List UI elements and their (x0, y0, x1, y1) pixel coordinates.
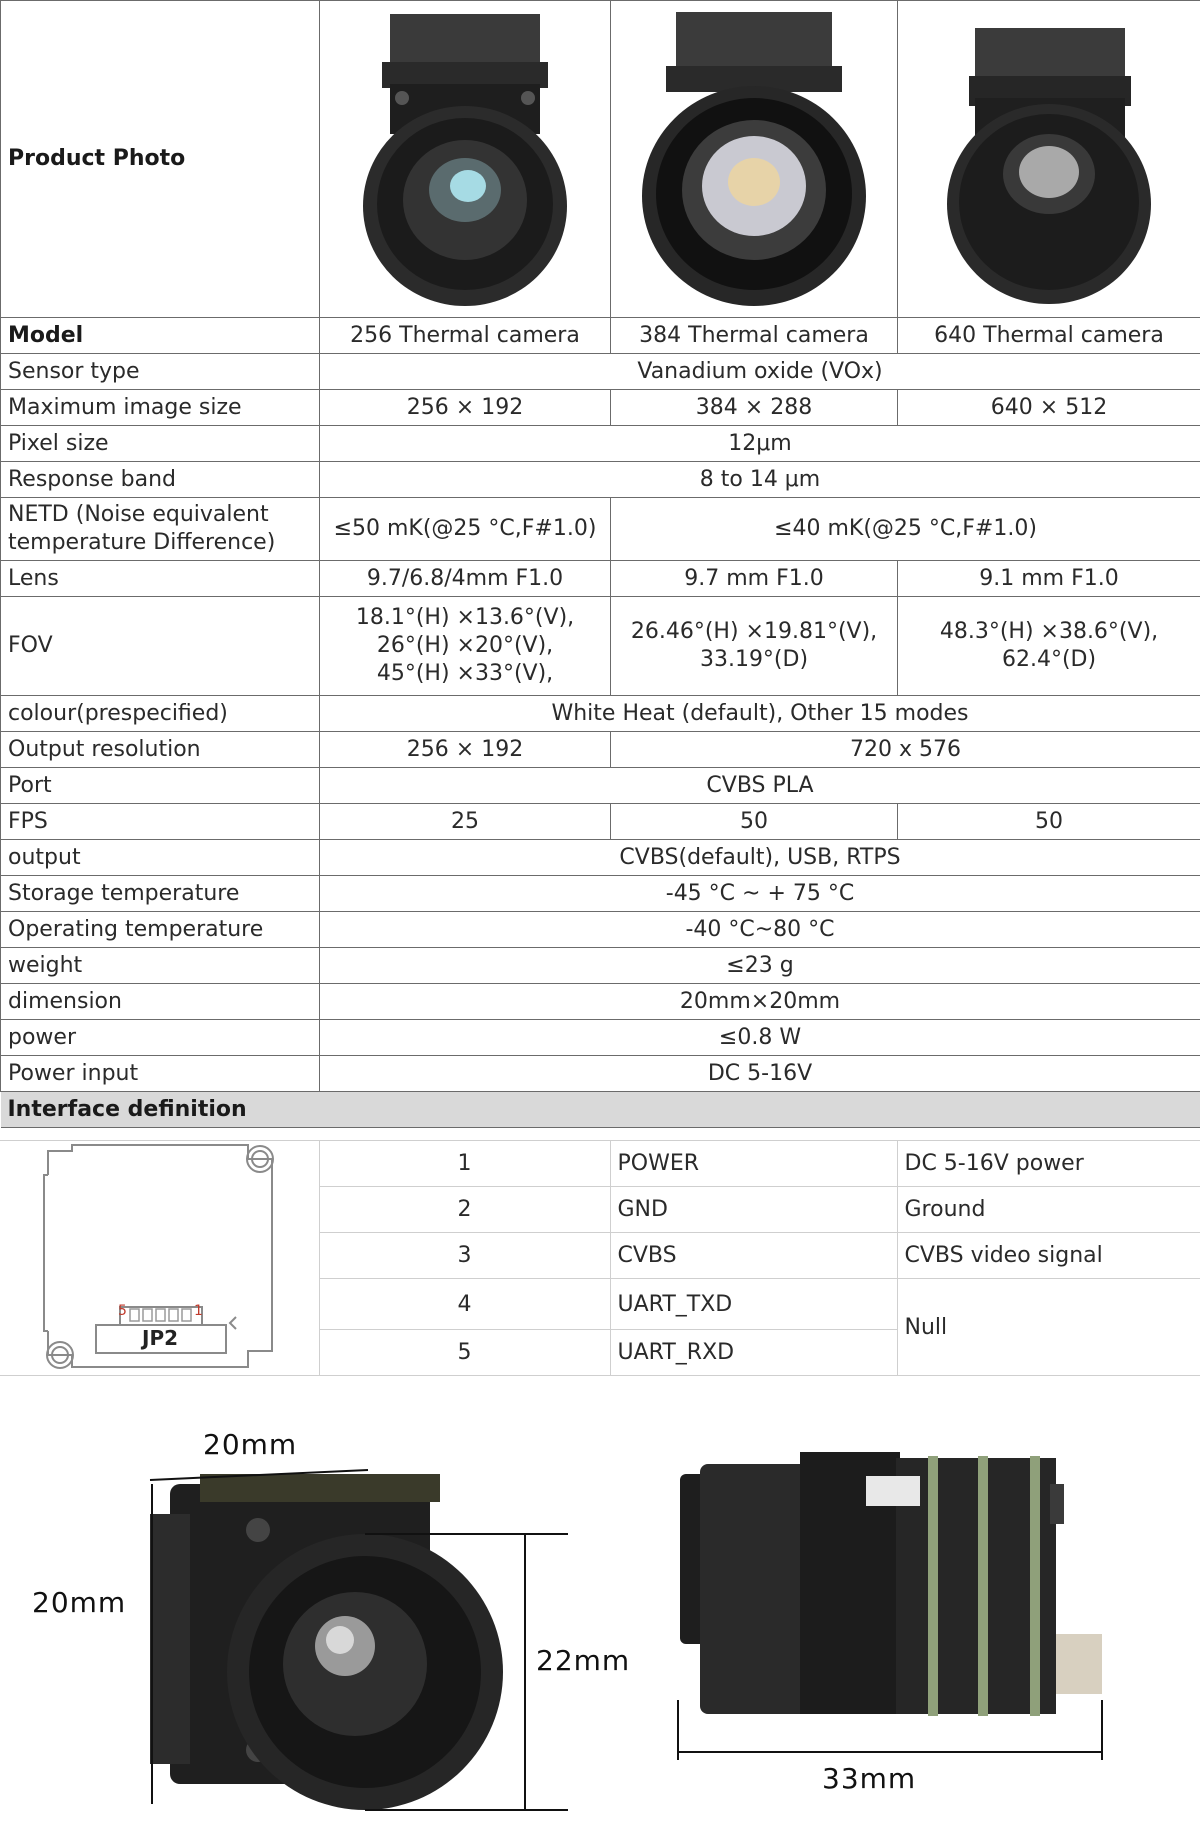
fov-640-line1: 48.3°(H) ×38.6°(V), (939, 619, 1159, 644)
pin-2-name: GND (610, 1187, 897, 1233)
pixel-size-label: Pixel size (1, 426, 320, 462)
fps-384: 50 (611, 804, 898, 840)
front-width-label: 20mm (203, 1428, 298, 1461)
netd-256: ≤50 mK(@25 °C,F#1.0) (320, 498, 611, 561)
power-row (1, 1020, 1200, 1056)
fps-256: 25 (320, 804, 611, 840)
output-resolution-384-640: 720 x 576 (611, 732, 1200, 768)
pin-row-1 (0, 1141, 1200, 1187)
weight-value: ≤23 g (320, 948, 1200, 984)
fov-640-line2: 62.4°(D) (1001, 647, 1097, 672)
interface-header-row (1, 1092, 1200, 1128)
port-value: CVBS PLA (320, 768, 1200, 804)
sensor-type-label: Sensor type (1, 354, 320, 390)
dimension-drawing (0, 1374, 1200, 1830)
netd-label-line2: temperature Difference) (8, 530, 276, 555)
port-label: Port (1, 768, 320, 804)
output-resolution-row (1, 732, 1200, 768)
connector-drawing (0, 1141, 319, 1376)
pin-1-number: 1 (319, 1141, 610, 1187)
photo-640-camera (898, 1, 1200, 318)
dimension-label: dimension (1, 984, 320, 1020)
product-photo-row (1, 1, 1200, 318)
response-band-label: Response band (1, 462, 320, 498)
photo-384-camera (611, 1, 898, 318)
model-row (1, 318, 1200, 354)
max-image-size-row (1, 390, 1200, 426)
front-view-camera (150, 1474, 503, 1810)
pin-2-desc: Ground (897, 1187, 1200, 1233)
response-band-value: 8 to 14 μm (320, 462, 1200, 498)
model-256: 256 Thermal camera (320, 318, 611, 354)
netd-row (1, 498, 1200, 561)
pin-4-name: UART_TXD (610, 1279, 897, 1330)
fov-256-line3: 45°(H) ×33°(V), (376, 661, 554, 686)
pin-1-desc: DC 5-16V power (897, 1141, 1200, 1187)
lens-label: Lens (1, 561, 320, 597)
port-row (1, 768, 1200, 804)
fov-384-line2: 33.19°(D) (699, 647, 809, 672)
photo-256-camera (320, 1, 611, 318)
dimension-value: 20mm×20mm (320, 984, 1200, 1020)
sensor-type-row (1, 354, 1200, 390)
max-image-size-256: 256 × 192 (320, 390, 611, 426)
side-length-label: 33mm (822, 1762, 917, 1795)
fov-256-line1: 18.1°(H) ×13.6°(V), (355, 605, 575, 630)
fov-640 (898, 597, 1200, 696)
colour-value: White Heat (default), Other 15 modes (320, 696, 1200, 732)
pin-5-name: UART_RXD (610, 1330, 897, 1376)
pin-4-5-desc: Null (897, 1279, 1200, 1376)
interface-title: Interface definition (1, 1092, 1200, 1128)
max-image-size-384: 384 × 288 (611, 390, 898, 426)
dimension-figures (0, 1374, 1200, 1830)
max-image-size-640: 640 × 512 (898, 390, 1200, 426)
output-label: output (1, 840, 320, 876)
operating-temp-value: -40 °C~80 °C (320, 912, 1200, 948)
operating-temp-label: Operating temperature (1, 912, 320, 948)
model-label: Model (1, 318, 320, 354)
fov-256 (320, 597, 611, 696)
fov-384 (611, 597, 898, 696)
output-value: CVBS(default), USB, RTPS (320, 840, 1200, 876)
colour-row (1, 696, 1200, 732)
fov-256-line2: 26°(H) ×20°(V), (376, 633, 554, 658)
storage-temp-row (1, 876, 1200, 912)
storage-temp-label: Storage temperature (1, 876, 320, 912)
netd-label (1, 498, 320, 561)
front-height-label: 20mm (32, 1586, 127, 1619)
fov-384-line1: 26.46°(H) ×19.81°(V), (630, 619, 878, 644)
model-384: 384 Thermal camera (611, 318, 898, 354)
fov-label: FOV (1, 597, 320, 696)
pin-3-desc: CVBS video signal (897, 1233, 1200, 1279)
pin-3-name: CVBS (610, 1233, 897, 1279)
weight-row (1, 948, 1200, 984)
fps-640: 50 (898, 804, 1200, 840)
pin-5-number: 5 (319, 1330, 610, 1376)
fov-row (1, 597, 1200, 696)
lens-256: 9.7/6.8/4mm F1.0 (320, 561, 611, 597)
model-640: 640 Thermal camera (898, 318, 1200, 354)
pin-marker-5: 5 (118, 1303, 127, 1319)
weight-label: weight (1, 948, 320, 984)
pin-marker-1: 1 (194, 1303, 203, 1319)
pin-2-number: 2 (319, 1187, 610, 1233)
power-input-value: DC 5-16V (320, 1056, 1200, 1092)
output-resolution-label: Output resolution (1, 732, 320, 768)
max-image-size-label: Maximum image size (1, 390, 320, 426)
netd-label-line1: NETD (Noise equivalent (8, 502, 269, 527)
power-value: ≤0.8 W (320, 1020, 1200, 1056)
response-band-row (1, 462, 1200, 498)
output-resolution-256: 256 × 192 (320, 732, 611, 768)
fps-row (1, 804, 1200, 840)
connector-label: JP2 (142, 1326, 179, 1350)
product-photo-label: Product Photo (1, 1, 320, 318)
power-input-row (1, 1056, 1200, 1092)
pin-1-name: POWER (610, 1141, 897, 1187)
sensor-type-value: Vanadium oxide (VOx) (320, 354, 1200, 390)
lens-384: 9.7 mm F1.0 (611, 561, 898, 597)
lens-640: 9.1 mm F1.0 (898, 561, 1200, 597)
pixel-size-row (1, 426, 1200, 462)
power-label: power (1, 1020, 320, 1056)
power-input-label: Power input (1, 1056, 320, 1092)
side-view-camera (680, 1452, 1102, 1716)
storage-temp-value: -45 °C ~ + 75 °C (320, 876, 1200, 912)
lens-row (1, 561, 1200, 597)
output-row (1, 840, 1200, 876)
fps-label: FPS (1, 804, 320, 840)
colour-label: colour(prespecified) (1, 696, 320, 732)
dimension-row (1, 984, 1200, 1020)
interface-pin-table (0, 1140, 1200, 1376)
pin-3-number: 3 (319, 1233, 610, 1279)
operating-temp-row (1, 912, 1200, 948)
pixel-size-value: 12μm (320, 426, 1200, 462)
netd-384-640: ≤40 mK(@25 °C,F#1.0) (611, 498, 1200, 561)
pin-4-number: 4 (319, 1279, 610, 1330)
connector-pins (130, 1309, 191, 1321)
lens-diameter-label: 22mm (536, 1644, 631, 1677)
